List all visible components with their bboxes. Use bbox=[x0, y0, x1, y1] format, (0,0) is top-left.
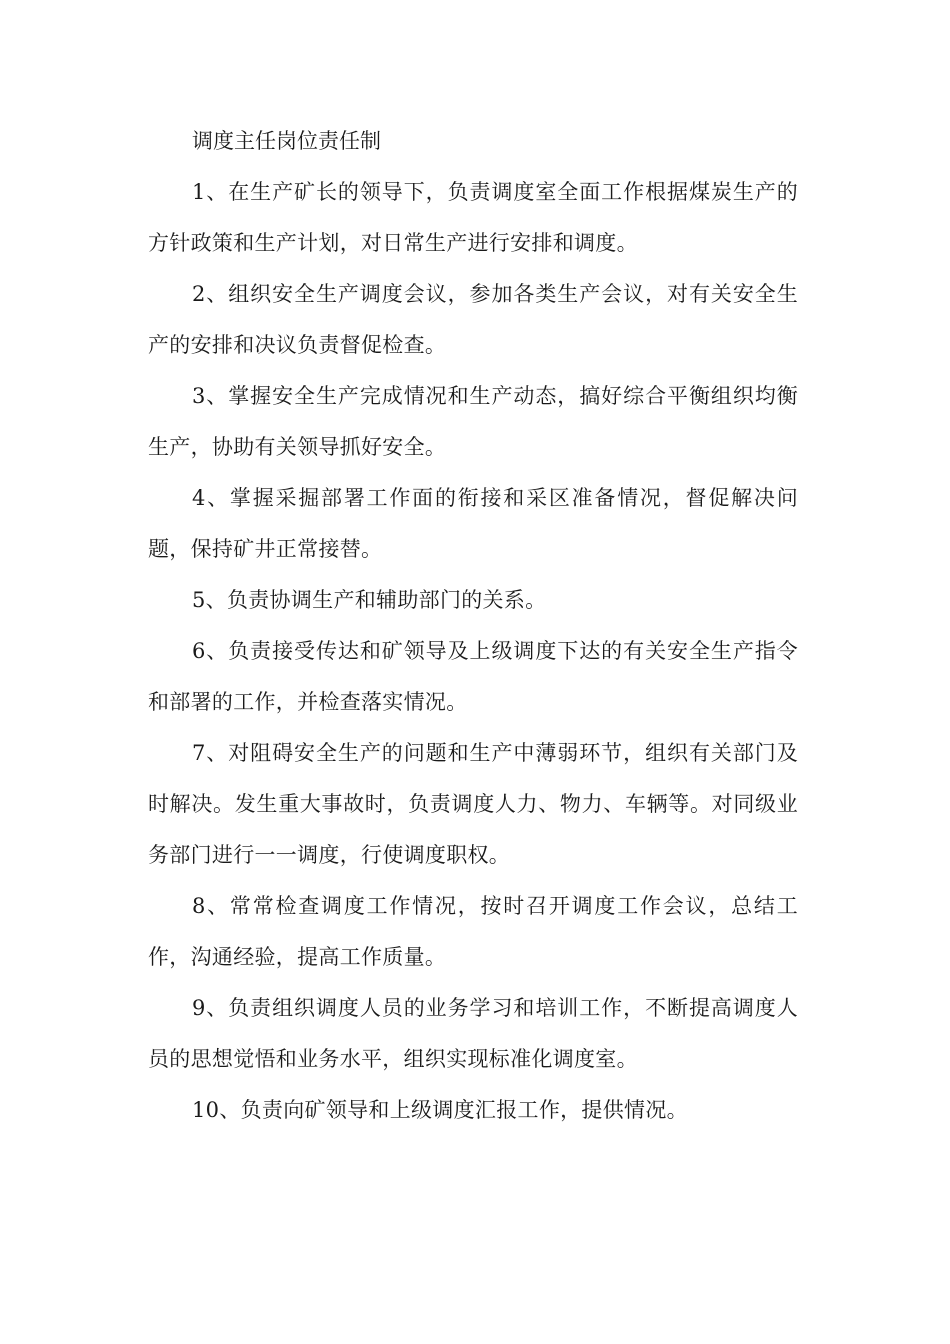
responsibility-item-5: 5、负责协调生产和辅助部门的关系。 bbox=[192, 588, 547, 612]
responsibility-item-3: 3、掌握安全生产完成情况和生产动态，搞好综合平衡组织均衡生产，协助有关领导抓好安全。 bbox=[148, 384, 798, 459]
responsibility-item-9: 9、负责组织调度人员的业务学习和培训工作，不断提高调度人员的思想觉悟和业务水平，组织实现标准化调度室。 bbox=[148, 996, 798, 1071]
responsibility-item-6: 6、负责接受传达和矿领导及上级调度下达的有关安全生产指令和部署的工作，并检查落实情况。 bbox=[148, 639, 798, 714]
responsibility-item-1: 1、在生产矿长的领导下，负责调度室全面工作根据煤炭生产的方针政策和生产计划，对日常生产进行安排和调度。 bbox=[148, 180, 798, 255]
responsibility-item-8: 8、常常检查调度工作情况，按时召开调度工作会议，总结工作，沟通经验，提高工作质量。 bbox=[148, 894, 798, 969]
responsibility-item-10: 10、负责向矿领导和上级调度汇报工作，提供情况。 bbox=[192, 1098, 688, 1122]
responsibility-item-2: 2、组织安全生产调度会议，参加各类生产会议，对有关安全生产的安排和决议负责督促检查。 bbox=[148, 282, 798, 357]
document-body bbox=[148, 116, 798, 1136]
responsibility-item-4: 4、掌握采掘部署工作面的衔接和采区准备情况，督促解决问题，保持矿井正常接替。 bbox=[148, 486, 798, 561]
responsibility-item-7: 7、对阻碍安全生产的问题和生产中薄弱环节，组织有关部门及时解决。发生重大事故时，负责调度人力、物力、车辆等。对同级业务部门进行一一调度，行使调度职权。 bbox=[148, 741, 798, 867]
document-title: 调度主任岗位责任制 bbox=[192, 129, 381, 153]
